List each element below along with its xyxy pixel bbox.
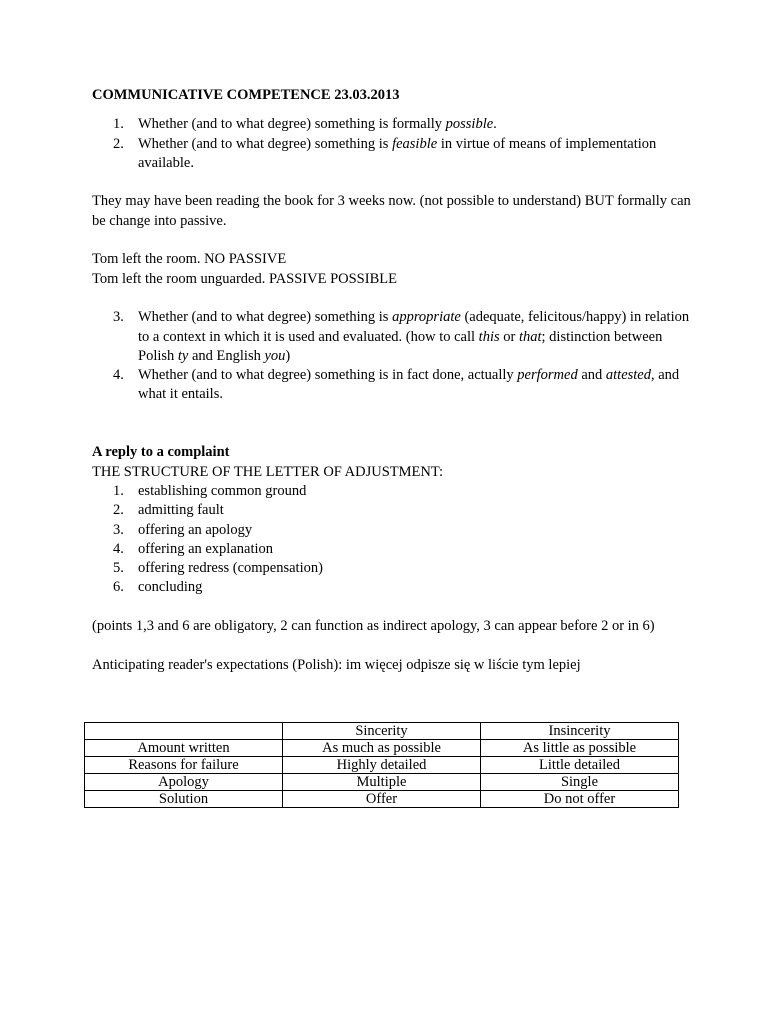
- list-number: 6.: [113, 579, 124, 596]
- list-item-text: concluding: [138, 579, 203, 596]
- table-cell: Apology: [85, 774, 283, 791]
- table-cell: Highly detailed: [283, 757, 481, 774]
- anticipating-line: Anticipating reader's expectations (Polish): im więcej odpisze się w liście tym lepiej: [92, 656, 581, 673]
- table-header-row: [85, 723, 679, 740]
- list-item: [92, 521, 692, 540]
- table-cell: As much as possible: [283, 740, 481, 757]
- table-cell: Solution: [85, 791, 283, 808]
- list-number: 4.: [113, 540, 124, 557]
- points-note: (points 1,3 and 6 are obligatory, 2 can function as indirect apology, 3 can appear before 2 or in 6): [92, 618, 655, 635]
- list-number: 3.: [113, 521, 124, 538]
- table-row: [85, 791, 679, 808]
- structure-list: [92, 482, 692, 598]
- table-cell: Little detailed: [481, 757, 679, 774]
- table-cell: Amount written: [85, 740, 283, 757]
- sincerity-table: [84, 722, 679, 808]
- document-page: [92, 86, 692, 675]
- list-number: 4.: [113, 367, 124, 384]
- possibility-list: [92, 115, 692, 173]
- list-number: 1.: [113, 116, 124, 133]
- table-cell: Do not offer: [481, 791, 679, 808]
- list-item-text: offering an apology: [138, 521, 253, 538]
- table-cell: Reasons for failure: [85, 757, 283, 774]
- list-item-text: offering an explanation: [138, 540, 274, 557]
- table-cell: Sincerity: [283, 723, 481, 740]
- table-cell: Single: [481, 774, 679, 791]
- list-item: [92, 540, 692, 559]
- list-number: 2.: [113, 502, 124, 519]
- table-cell: [85, 723, 283, 740]
- example-no-passive: Tom left the room. NO PASSIVE: [92, 251, 287, 268]
- list-item-text: establishing common ground: [138, 482, 307, 499]
- table-cell: As little as possible: [481, 740, 679, 757]
- list-number: 1.: [113, 482, 124, 499]
- sincerity-table-body: [85, 723, 679, 808]
- structure-heading: THE STRUCTURE OF THE LETTER OF ADJUSTMENT:: [92, 463, 444, 480]
- list-item: [92, 501, 692, 520]
- list-item-text: offering redress (compensation): [138, 560, 323, 577]
- list-item: 4. Whether (and to what degree) something is in fact done, actually performed and attested, and what it entails.: [113, 367, 680, 403]
- list-number: 3.: [113, 309, 124, 326]
- list-item: 2. Whether (and to what degree) something is feasible in virtue of means of implementation available.: [113, 135, 657, 171]
- table-row: [85, 757, 679, 774]
- table-cell: Insincerity: [481, 723, 679, 740]
- list-item: [92, 482, 692, 501]
- document-title: COMMUNICATIVE COMPETENCE 23.03.2013: [92, 87, 400, 103]
- table-row: [85, 774, 679, 791]
- list-item: [92, 578, 692, 597]
- list-number: 5.: [113, 560, 124, 577]
- list-number: 2.: [113, 135, 124, 152]
- list-item: [92, 559, 692, 578]
- passive-paragraph: They may have been reading the book for 3 weeks now. (not possible to understand) BUT formally can be change into passive.: [92, 193, 691, 229]
- appropriateness-list: [92, 308, 692, 404]
- list-item-text: admitting fault: [138, 502, 224, 519]
- list-item: 1. Whether (and to what degree) something is formally possible.: [92, 115, 692, 134]
- table-row: [85, 740, 679, 757]
- table-cell: Offer: [283, 791, 481, 808]
- reply-heading: A reply to a complaint: [92, 444, 230, 461]
- list-item: 3. Whether (and to what degree) something is appropriate (adequate, felicitous/happy) in relation to a context in which it is used and evaluated. (how to call this or that; distinction between Polish ty and English you): [113, 309, 690, 364]
- example-passive-possible: Tom left the room unguarded. PASSIVE POSSIBLE: [92, 270, 397, 287]
- table-cell: Multiple: [283, 774, 481, 791]
